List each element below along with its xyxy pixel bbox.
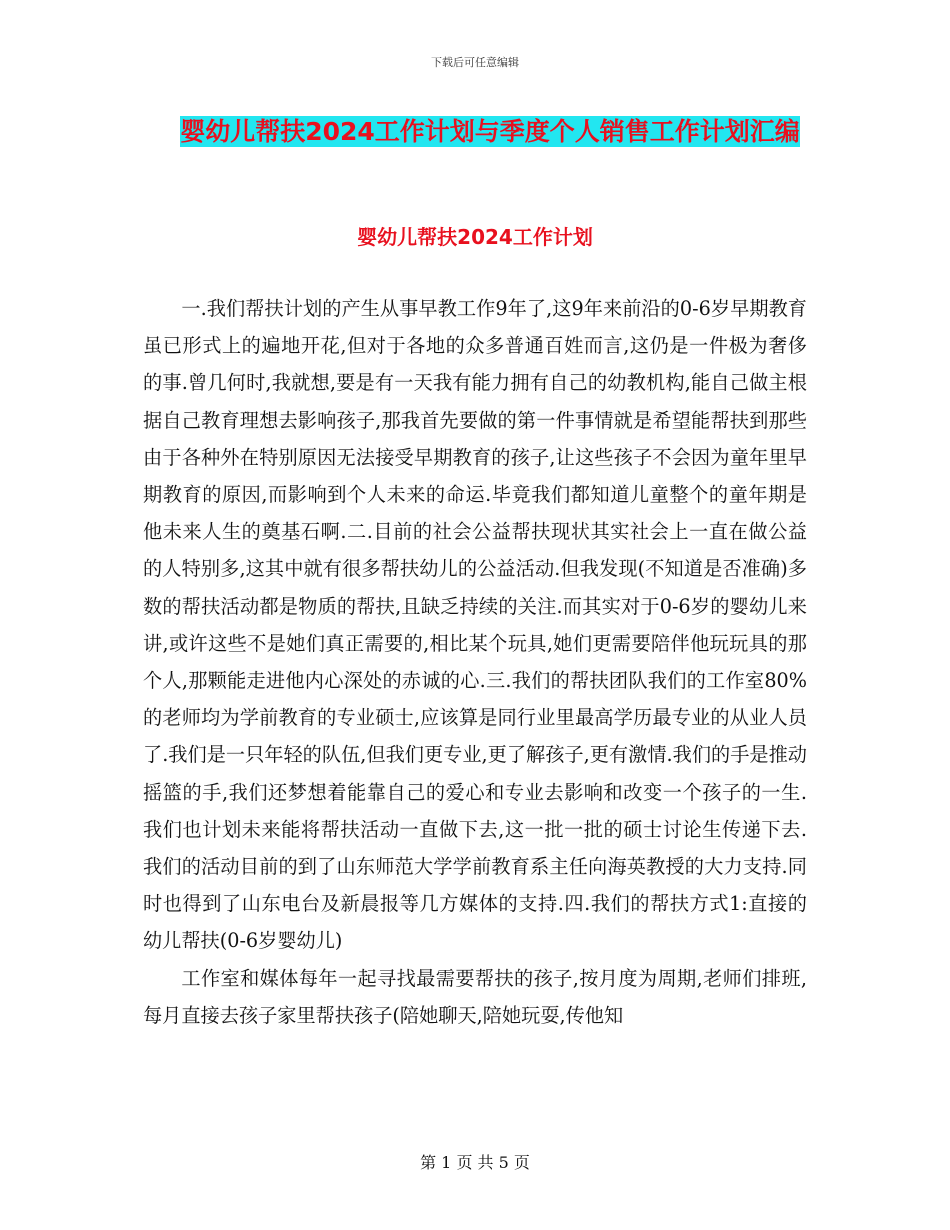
page-header-note: 下载后可任意编辑 (431, 56, 519, 69)
document-title (150, 112, 830, 152)
document-title-text: 婴幼儿帮扶2024工作计划与季度个人销售工作计划汇编 (180, 117, 800, 146)
body-paragraph: 工作室和媒体每年一起寻找最需要帮扶的孩子,按月度为周期,老师们排班,每月直接去孩子家里帮扶孩子(陪她聊天,陪她玩耍,传他知 (143, 966, 807, 1027)
section-title: 婴幼儿帮扶2024工作计划 (357, 225, 593, 249)
document-body (143, 290, 807, 1034)
body-paragraph: 一.我们帮扶计划的产生从事早教工作9年了,这9年来前沿的0-6岁早期教育虽已形式上的遍地开花,但对于各地的众多普通百姓而言,这仍是一件极为奢侈的事.曾几何时,我就想,要是有一天我有能力拥有自己的幼教机构,能自己做主根据自己教育理想去影响孩子,那我首先要做的第一件事情就是希望能帮扶到那些由于各种外在特别原因无法接受早期教育的孩子,让这些孩子不会因为童年里早期教育的原因,而影响到个人未来的命运.毕竟我们都知道儿童整个的童年期是他未来人生的奠基石啊.二.目前的社会公益帮扶现状其实社会上一直在做公益的人特别多,这其中就有很多帮扶幼儿的公益活动.但我发现(不知道是否准确)多数的帮扶活动都是物质的帮扶,且缺乏持续的关注.而其实对于0-6岁的婴幼儿来讲,或许这些不是她们真正需要的,相比某个玩具,她们更需要陪伴他玩玩具的那个人,那颗能走进他内心深处的赤诚的心.三.我们的帮扶团队我们的工作室80%的老师均为学前教育的专业硕士,应该算是同行业里最高学历最专业的从业人员了.我们是一只年轻的队伍,但我们更专业,更了解孩子,更有激情.我们的手是推动摇篮的手,我们还梦想着能靠自己的爱心和专业去影响和改变一个孩子的一生.我们也计划未来能将帮扶活动一直做下去,这一批一批的硕士讨论生传递下去.我们的活动目前的到了山东师范大学学前教育系主任向海英教授的大力支持.同时也得到了山东电台及新晨报等几方媒体的支持.四.我们的帮扶方式1:直接的幼儿帮扶(0-6岁婴幼儿) (143, 297, 807, 953)
page-number-footer: 第 1 页 共 5 页 (420, 1153, 530, 1172)
